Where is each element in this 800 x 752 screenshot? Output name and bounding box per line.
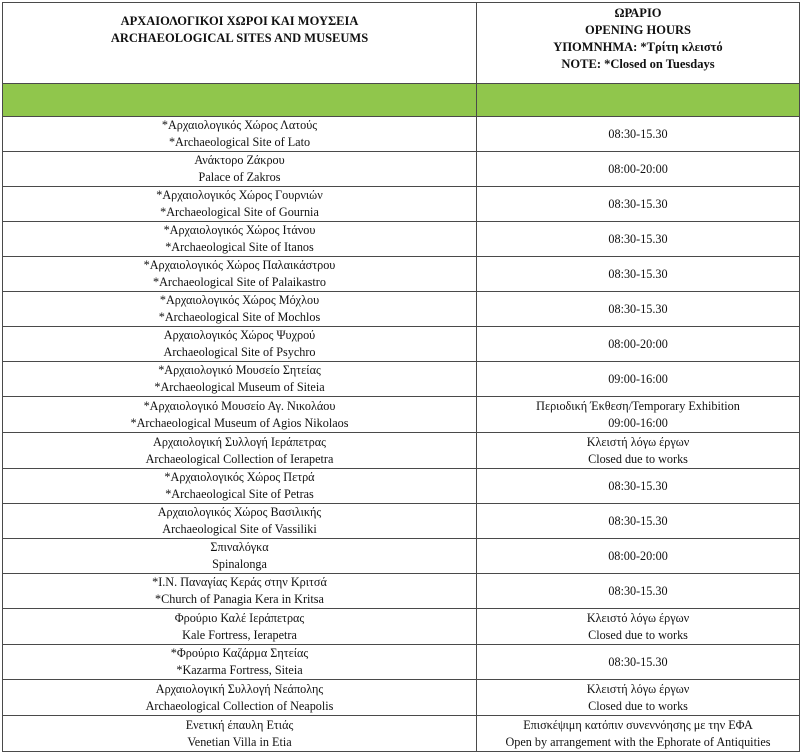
opening-hours-cell — [477, 292, 800, 327]
table-row — [3, 257, 800, 292]
site-name-english: *Archaeological Site of Gournia — [160, 205, 319, 219]
opening-hours-cell — [477, 327, 800, 362]
site-name-greek: *Αρχαιολογικό Μουσείο Αγ. Νικολάου — [143, 398, 336, 413]
opening-hours-text: 08:30-15.30 — [608, 126, 668, 141]
opening-hours-text: 08:30-15.30 — [608, 196, 668, 211]
table-row — [3, 645, 800, 680]
table-header-row — [3, 3, 800, 84]
table-row — [3, 187, 800, 222]
table-row — [3, 716, 800, 752]
table-row — [3, 222, 800, 257]
site-name-cell — [3, 609, 477, 645]
site-name-cell — [3, 680, 477, 716]
site-name-cell — [3, 257, 477, 292]
table-row — [3, 433, 800, 469]
hours-column-header — [477, 3, 800, 84]
table-row — [3, 397, 800, 433]
table-row — [3, 609, 800, 645]
site-name-greek: Αρχαιολογική Συλλογή Ιεράπετρας — [153, 434, 326, 449]
site-name-cell — [3, 117, 477, 152]
site-name-cell — [3, 645, 477, 680]
site-name-greek: *Αρχαιολογικός Χώρος Πετρά — [164, 470, 315, 484]
opening-hours-cell — [477, 362, 800, 397]
site-name-english: *Archaeological Museum of Agios Nikolaos — [130, 415, 349, 430]
opening-hours-text: 09:00-16:00 — [608, 371, 668, 386]
table-row — [3, 362, 800, 397]
opening-hours-text: 08:30-15.30 — [608, 231, 668, 246]
opening-hours-table — [2, 2, 800, 752]
site-name-cell — [3, 327, 477, 362]
site-name-cell — [3, 152, 477, 187]
hours-header-greek: ΩΡΑΡΙΟ — [614, 6, 662, 20]
opening-hours-cell — [477, 469, 800, 504]
opening-hours-text: Περιοδική Έκθεση/Temporary Exhibition — [536, 398, 740, 413]
hours-header-english: OPENING HOURS — [585, 23, 691, 37]
site-name-cell — [3, 469, 477, 504]
opening-hours-cell — [477, 222, 800, 257]
site-name-cell — [3, 187, 477, 222]
legend-greek: ΥΠΟΜΝΗΜΑ: *Τρίτη κλειστό — [553, 40, 723, 54]
site-name-greek: *Αρχαιολογικός Χώρος Λατούς — [161, 118, 318, 132]
opening-hours-text: 08:00-20:00 — [608, 336, 668, 351]
site-name-english: Palace of Zakros — [198, 170, 281, 184]
table-row — [3, 504, 800, 539]
table-row — [3, 539, 800, 574]
site-name-english: Archaeological Collection of Ierapetra — [145, 451, 334, 466]
opening-hours-text: Closed due to works — [588, 627, 688, 642]
site-name-cell — [3, 433, 477, 469]
opening-hours-text: 09:00-16:00 — [608, 415, 668, 430]
opening-hours-cell — [477, 397, 800, 433]
opening-hours-cell — [477, 680, 800, 716]
sites-table-body — [3, 117, 800, 752]
site-name-english: *Archaeological Site of Mochlos — [158, 310, 321, 324]
opening-hours-text: 08:30-15.30 — [608, 654, 668, 669]
site-name-greek: *Φρούριο Καζάρμα Σητείας — [170, 646, 309, 660]
site-name-greek: *Αρχαιολογικό Μουσείο Σητείας — [158, 363, 321, 377]
site-name-english: Archaeological Site of Vassiliki — [162, 522, 317, 536]
site-name-greek: Αρχαιολογική Συλλογή Νεάπολης — [155, 681, 324, 696]
opening-hours-cell — [477, 257, 800, 292]
site-name-english: *Archaeological Site of Itanos — [165, 240, 314, 254]
opening-hours-cell — [477, 152, 800, 187]
opening-hours-text: 08:00-20:00 — [608, 161, 668, 176]
opening-hours-text: Κλειστή λόγω έργων — [586, 434, 690, 449]
site-name-cell — [3, 504, 477, 539]
site-name-greek: *Αρχαιολογικός Χώρος Γουρνιών — [156, 188, 323, 202]
opening-hours-cell — [477, 609, 800, 645]
site-name-english: *Kazarma Fortress, Siteia — [176, 663, 303, 677]
opening-hours-text: 08:30-15.30 — [608, 301, 668, 316]
opening-hours-cell — [477, 716, 800, 752]
opening-hours-text: 08:30-15.30 — [608, 513, 668, 528]
opening-hours-text: Open by arrangement with the Ephorate of Antiquities — [505, 734, 771, 749]
opening-hours-text: Επισκέψιμη κατόπιν συνεννόησης με την ΕΦΑ — [523, 717, 753, 732]
table-row — [3, 117, 800, 152]
site-name-english: *Archaeological Museum of Siteia — [154, 380, 325, 394]
table-row — [3, 469, 800, 504]
site-name-cell — [3, 222, 477, 257]
opening-hours-text: Κλειστό λόγω έργων — [586, 610, 690, 625]
sites-header-english: ARCHAEOLOGICAL SITES AND MUSEUMS — [110, 31, 369, 45]
opening-hours-text: 08:30-15.30 — [608, 266, 668, 281]
site-name-greek: Ενετική έπαυλη Ετιάς — [185, 717, 294, 732]
legend-english: NOTE: *Closed on Tuesdays — [561, 57, 715, 71]
site-name-greek: Αρχαιολογικός Χώρος Βασιλικής — [157, 505, 322, 519]
site-name-greek: Σπιναλόγκα — [210, 540, 269, 554]
site-name-english: Archaeological Collection of Neapolis — [145, 698, 334, 713]
sites-header-greek: ΑΡΧΑΙΟΛΟΓΙΚΟΙ ΧΩΡΟΙ ΚΑΙ ΜΟΥΣΕΙΑ — [120, 14, 359, 28]
opening-hours-text: 08:30-15.30 — [608, 583, 668, 598]
opening-hours-cell — [477, 645, 800, 680]
green-band-row — [3, 84, 800, 117]
site-name-cell — [3, 574, 477, 609]
opening-hours-cell — [477, 187, 800, 222]
green-band-cell — [477, 84, 800, 117]
table-row — [3, 292, 800, 327]
site-name-greek: *Αρχαιολογικός Χώρος Ιτάνου — [163, 223, 316, 237]
site-name-greek: *Αρχαιολογικός Χώρος Παλαικάστρου — [143, 258, 336, 272]
site-name-cell — [3, 539, 477, 574]
site-name-english: Spinalonga — [212, 557, 267, 571]
opening-hours-cell — [477, 539, 800, 574]
opening-hours-cell — [477, 574, 800, 609]
opening-hours-text: Closed due to works — [588, 451, 688, 466]
site-name-greek: *Αρχαιολογικός Χώρος Μόχλου — [159, 293, 320, 307]
site-name-cell — [3, 362, 477, 397]
green-band-cell — [3, 84, 477, 117]
site-name-cell — [3, 397, 477, 433]
table-row — [3, 574, 800, 609]
table-row — [3, 327, 800, 362]
table-row — [3, 680, 800, 716]
table-row — [3, 152, 800, 187]
site-name-english: *Archaeological Site of Petras — [165, 487, 314, 501]
site-name-english: Venetian Villa in Etia — [187, 734, 292, 749]
opening-hours-cell — [477, 117, 800, 152]
site-name-greek: Αρχαιολογικός Χώρος Ψυχρού — [163, 328, 316, 342]
site-name-english: Kale Fortress, Ierapetra — [182, 627, 297, 642]
opening-hours-cell — [477, 504, 800, 539]
opening-hours-text: 08:00-20:00 — [608, 548, 668, 563]
opening-hours-cell — [477, 433, 800, 469]
site-name-greek: Φρούριο Καλέ Ιεράπετρας — [174, 610, 305, 625]
site-name-cell — [3, 292, 477, 327]
site-name-english: *Archaeological Site of Lato — [168, 135, 311, 149]
opening-hours-text: Κλειστή λόγω έργων — [586, 681, 690, 696]
opening-hours-text: Closed due to works — [588, 698, 688, 713]
site-name-greek: Ανάκτορο Ζάκρου — [194, 153, 285, 167]
site-name-english: *Archaeological Site of Palaikastro — [153, 275, 326, 289]
site-name-english: *Church of Panagia Kera in Kritsa — [155, 592, 324, 606]
site-name-english: Archaeological Site of Psychro — [163, 345, 316, 359]
site-name-greek: *Ι.Ν. Παναγίας Κεράς στην Κριτσά — [152, 575, 327, 589]
sites-column-header — [3, 3, 477, 84]
site-name-cell — [3, 716, 477, 752]
opening-hours-text: 08:30-15.30 — [608, 478, 668, 493]
